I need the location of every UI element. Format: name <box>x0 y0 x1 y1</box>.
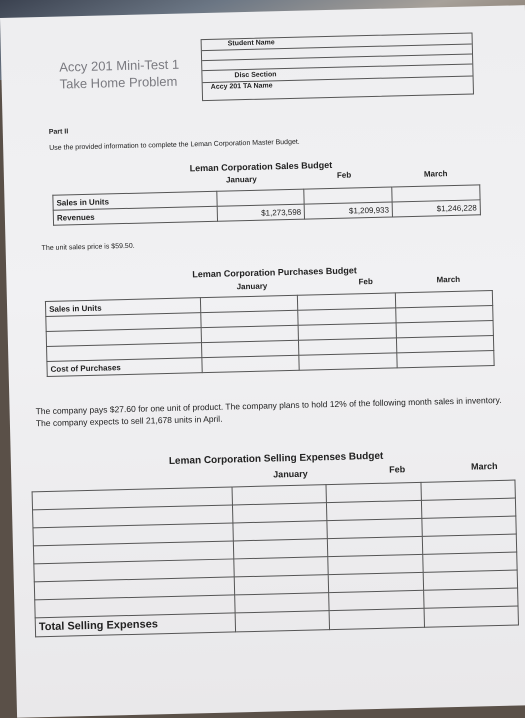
disc-section-label: Disc Section <box>234 71 277 80</box>
sales-units-label: Sales in Units <box>53 191 217 210</box>
course-title <box>59 56 180 93</box>
purchases-sales-units-label: Sales in Units <box>45 298 200 317</box>
total-selling-expenses-label: Total Selling Expenses <box>35 613 235 637</box>
selling-budget-table <box>32 480 519 638</box>
course-title-line2: Take Home Problem <box>59 73 178 92</box>
selling-month-jan: January <box>273 468 308 480</box>
revenue-jan: $1,273,598 <box>217 204 305 221</box>
unit-price-note: The unit sales price is $59.50. <box>41 242 135 253</box>
purchases-month-mar: March <box>436 274 461 285</box>
purchases-month-feb: Feb <box>358 276 373 287</box>
course-title-line1: Accy 201 Mini-Test 1 <box>59 56 180 75</box>
part-label: Part II <box>48 128 69 136</box>
selling-month-mar: March <box>470 460 498 472</box>
instruction-text: Use the provided information to complete the Leman Corporation Master Budget. <box>49 138 300 152</box>
student-name-label: Student Name <box>227 39 275 48</box>
sales-budget-table <box>52 184 481 225</box>
student-info-box <box>201 32 474 101</box>
purchases-budget-title: Leman Corporation Purchases Budget <box>192 265 357 280</box>
selling-budget-title: Leman Corporation Selling Expenses Budget <box>168 450 384 468</box>
company-note: The company pays $27.60 for one unit of product. The company plans to hold 12% of the following month sales in inventory. The company expects to sell 21,678 units in April. <box>35 394 502 429</box>
sales-budget-title: Leman Corporation Sales Budget <box>189 159 333 174</box>
selling-month-feb: Feb <box>389 464 406 475</box>
revenue-mar: $1,246,228 <box>392 200 480 217</box>
ta-name-label: Accy 201 TA Name <box>210 82 273 91</box>
sales-month-mar: March <box>423 169 448 179</box>
purchases-month-jan: January <box>236 281 268 292</box>
revenue-feb: $1,209,933 <box>304 202 392 219</box>
sales-month-jan: January <box>225 174 257 185</box>
cost-of-purchases-label: Cost of Purchases <box>47 358 202 377</box>
sales-month-feb: Feb <box>336 170 352 180</box>
purchases-budget-table <box>45 290 495 377</box>
paper-sheet <box>0 5 525 718</box>
revenues-label: Revenues <box>53 206 217 225</box>
